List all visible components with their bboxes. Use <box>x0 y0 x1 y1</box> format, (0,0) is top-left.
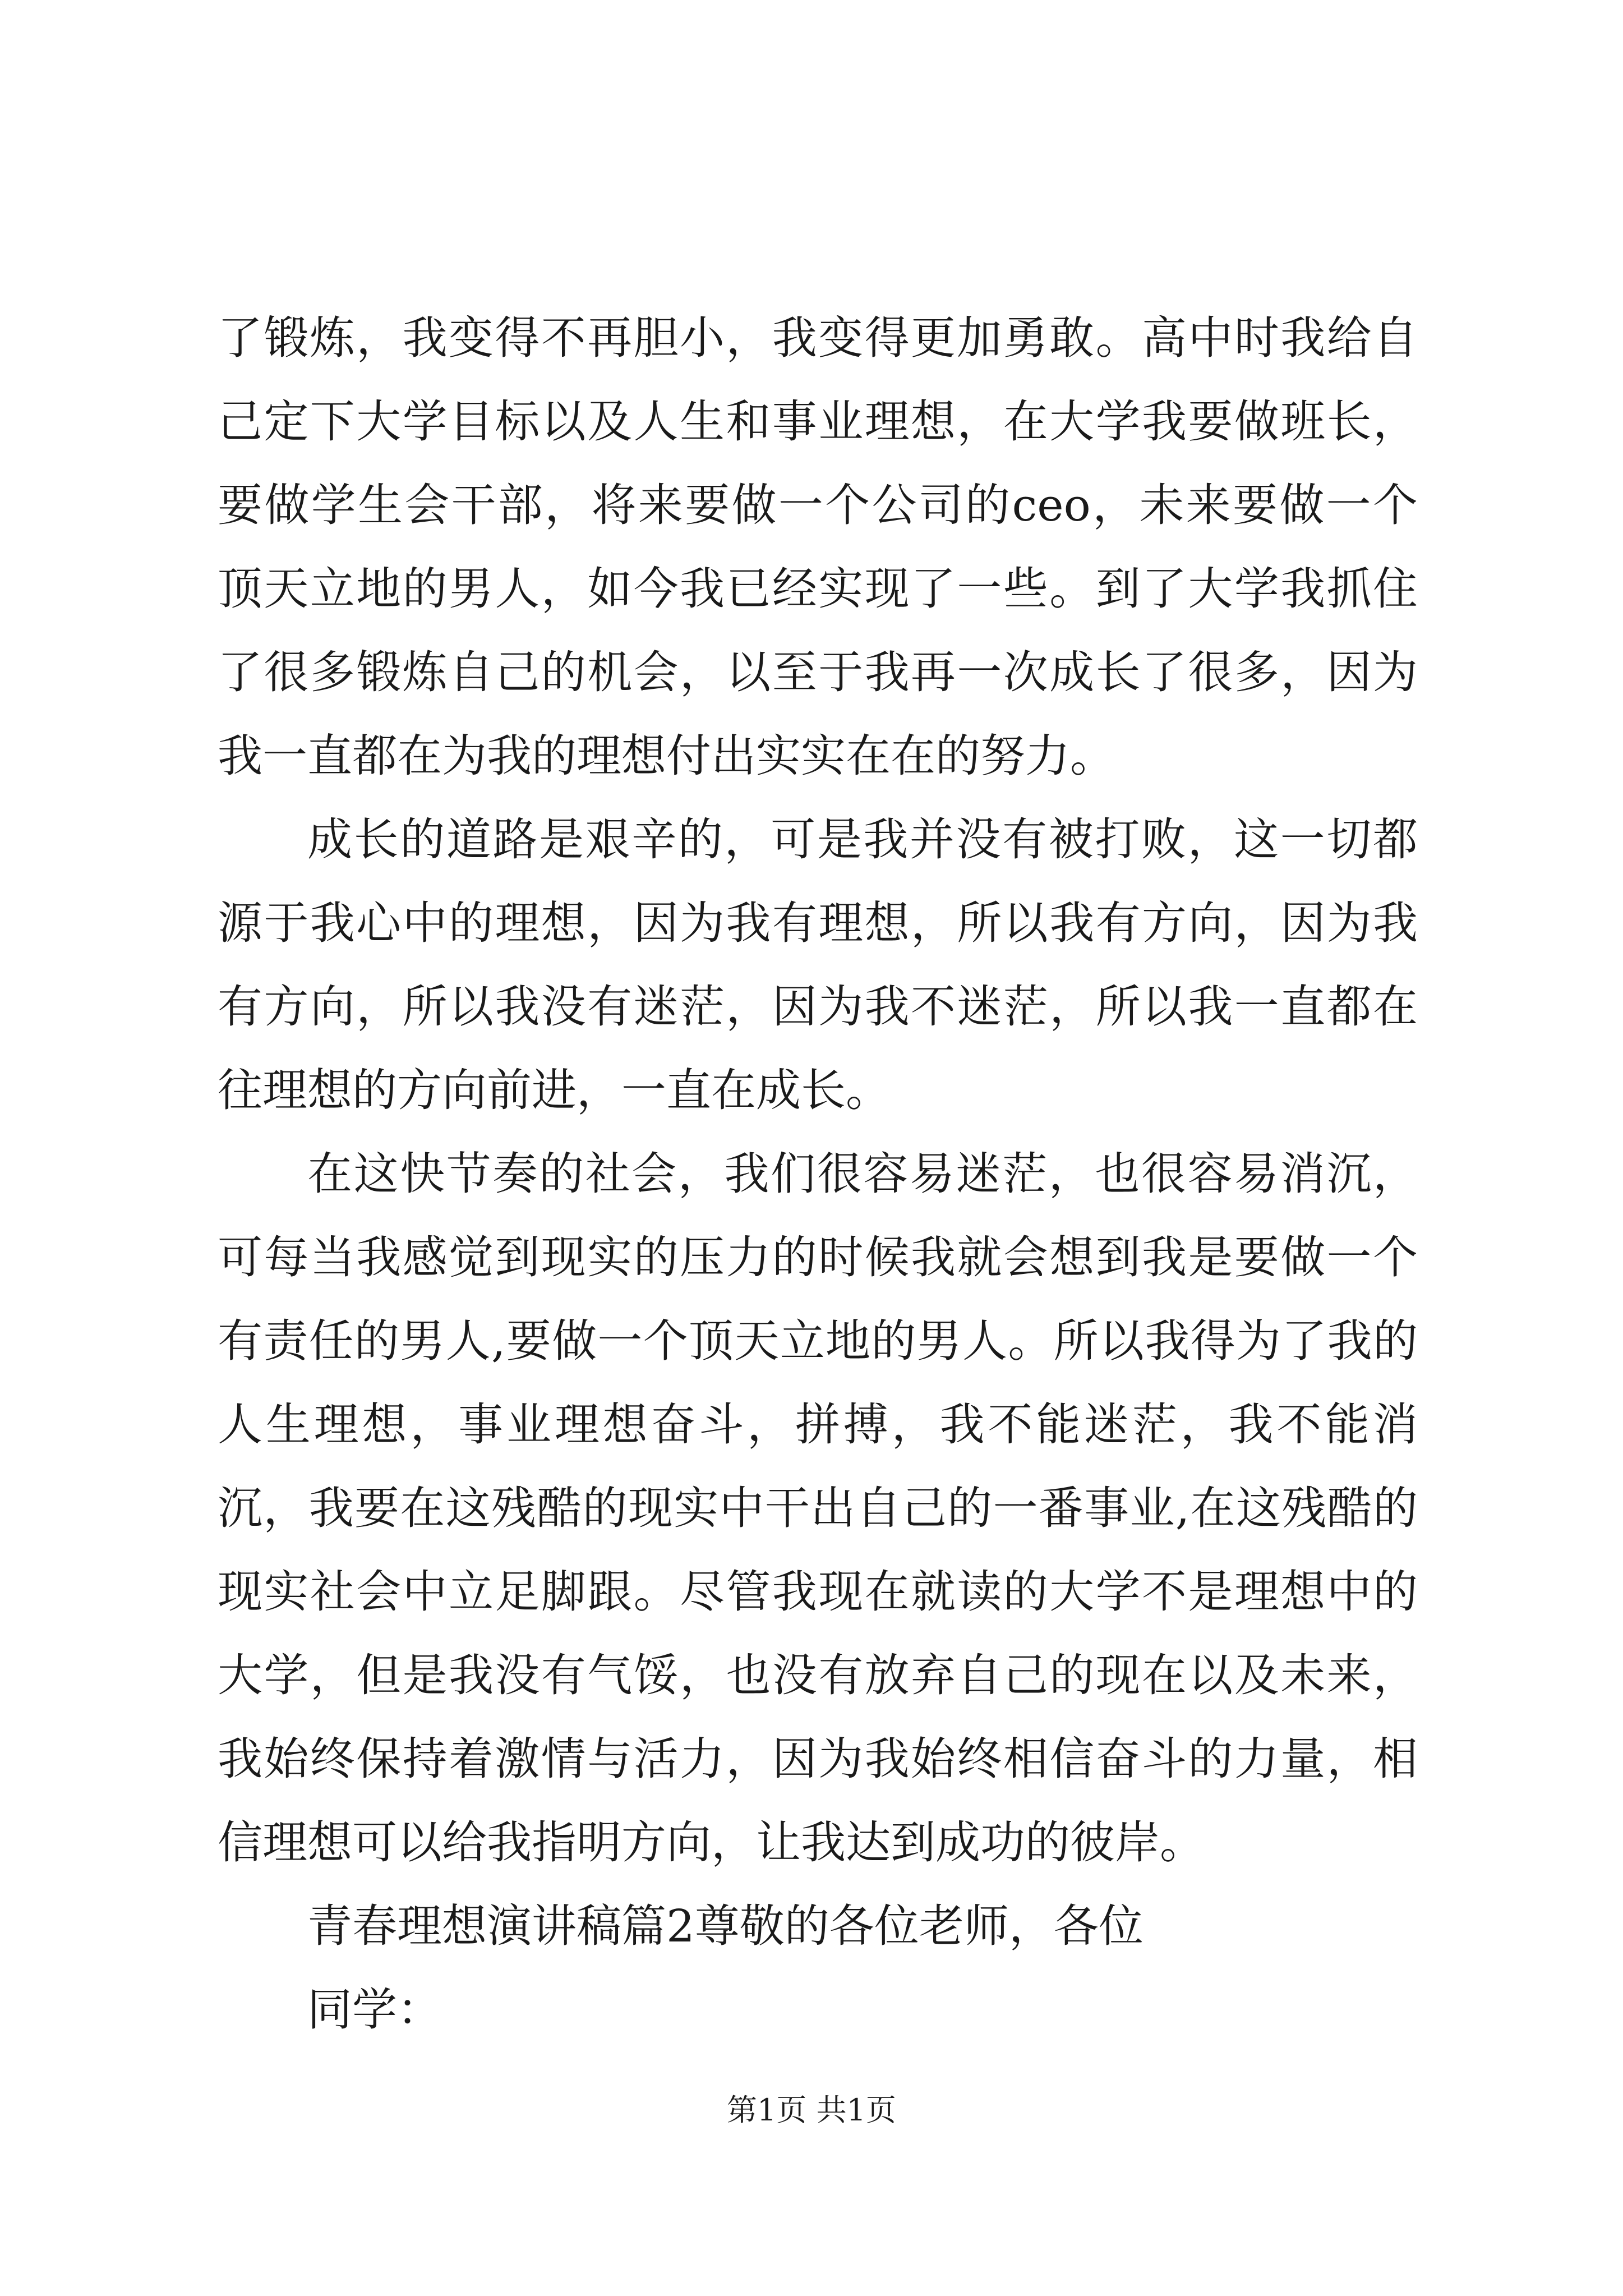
page-footer: 第1页 共1页 <box>727 2092 896 2128</box>
speech-title-line: 青春理想演讲稿篇2尊敬的各位老师，各位 <box>307 1900 1144 1952</box>
paragraph-growth: 成长的道路是艰辛的，可是我并没有被打败，这一切都源于我心中的理想，因为我有理想，所以我有方向，因为我有方向，所以我没有迷茫，因为我不迷茫，所以我一直都在往理想的方向前进，一直在成长。 <box>218 813 1418 1116</box>
paragraph-society: 在这快节奏的社会，我们很容易迷茫，也很容易消沉，可每当我感觉到现实的压力的时候我就会想到我是要做一个有责任的男人,要做一个顶天立地的男人。所以我得为了我的人生理想，事业理想奋斗，拼搏，我不能迷茫，我不能消沉，我要在这残酷的现实中干出自己的一番事业,在这残酷的现实社会中立足脚跟。尽管我现在就读的大学不是理想中的大学，但是我没有气馁，也没有放弃自己的现在以及未来，我始终保持着激情与活力，因为我始终相信奋斗的力量，相信理想可以给我指明方向，让我达到成功的彼岸。 <box>218 1148 1418 1869</box>
salutation-line: 同学： <box>307 1984 442 2036</box>
paragraph-continuation: 了锻炼，我变得不再胆小，我变得更加勇敢。高中时我给自己定下大学目标以及人生和事业理想，在大学我要做班长，要做学生会干部，将来要做一个公司的ceo，未来要做一个顶天立地的男人，如今我已经实现了一些。到了大学我抓住了很多锻炼自己的机会，以至于我再一次成长了很多，因为我一直都在为我的理想付出实实在在的努力。 <box>218 312 1418 782</box>
document-body <box>218 296 1418 2051</box>
